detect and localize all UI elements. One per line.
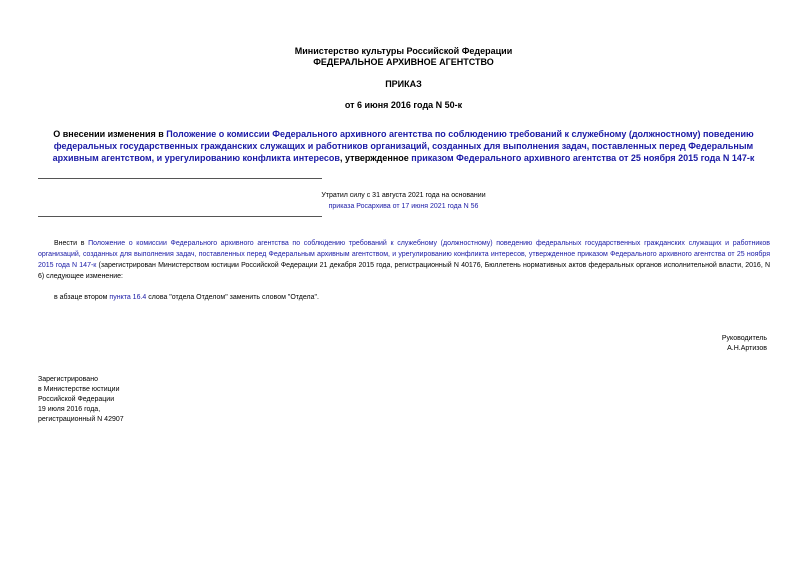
signature-position: Руководитель — [721, 335, 767, 342]
title-link-order[interactable]: приказом Федерального архивного агентства от 25 ноября 2015 года N 147-к — [411, 153, 755, 163]
paragraph-main — [38, 238, 770, 282]
paragraph-change — [38, 292, 770, 303]
title-link-regulation[interactable]: Положение о комиссии Федерального архивного агентства по соблюдению требований к служебному (должностному) поведению федеральных государственных гражданских служащих и работников организаций, созданных для выполнения задач, поставленных перед Федеральным архивным агентством, и урегулированию конфликта интересов — [52, 129, 754, 163]
expired-notice-link-line — [0, 201, 807, 212]
paragraph-main-link[interactable]: Положение о комиссии Федерального архивного агентства по соблюдению требований к служебному (должностному) поведению федеральных государственных гражданских служащих и работников организаций, созданных для выполнения задач, поставленных перед Федеральным архивным агентством, и урегулированию конфликта интересов, утвержденное приказом Федерального архивного агентства от 25 ноября 2015 года N 147-к — [38, 240, 770, 269]
divider-bottom — [38, 216, 322, 217]
paragraph-change-prefix: в абзаце втором — [54, 294, 110, 301]
registration-line-5: регистрационный N 42907 — [38, 416, 124, 423]
paragraph-main-prefix: Внести в — [54, 240, 89, 247]
registration-line-2: в Министерстве юстиции — [38, 386, 120, 393]
expired-order-link[interactable]: приказа Росархива от 17 июня 2021 года N 56 — [328, 203, 479, 210]
registration-line-1: Зарегистрировано — [38, 376, 98, 383]
divider-top — [38, 178, 322, 179]
document-title — [50, 128, 757, 164]
agency-name: ФЕДЕРАЛЬНОЕ АРХИВНОЕ АГЕНТСТВО — [313, 57, 494, 67]
document-date-number: от 6 июня 2016 года N 50-к — [344, 100, 463, 110]
registration-line-4: 19 июля 2016 года, — [38, 406, 101, 413]
document-type: ПРИКАЗ — [385, 79, 422, 89]
registration-line-3: Российской Федерации — [38, 396, 115, 403]
signature-name: А.Н.Артизов — [727, 345, 767, 352]
title-prefix: О внесении изменения в — [53, 129, 167, 139]
ministry-name: Министерство культуры Российской Федерации — [294, 46, 513, 56]
paragraph-change-suffix: слова "отдела Отделом" заменить словом "Отдела". — [146, 294, 319, 301]
expired-notice: Утратил силу с 31 августа 2021 года на основании — [321, 192, 486, 199]
paragraph-main-suffix: (зарегистрирован Министерством юстиции Российской Федерации 21 декабря 2015 года, регистрационный N 40176, Бюллетень нормативных актов федеральных органов исполнительной власти, 2016, N 6) следующее изменение: — [38, 262, 771, 280]
title-middle: , утвержденное — [339, 153, 412, 163]
clause-link[interactable]: пункта 16.4 — [109, 294, 147, 301]
